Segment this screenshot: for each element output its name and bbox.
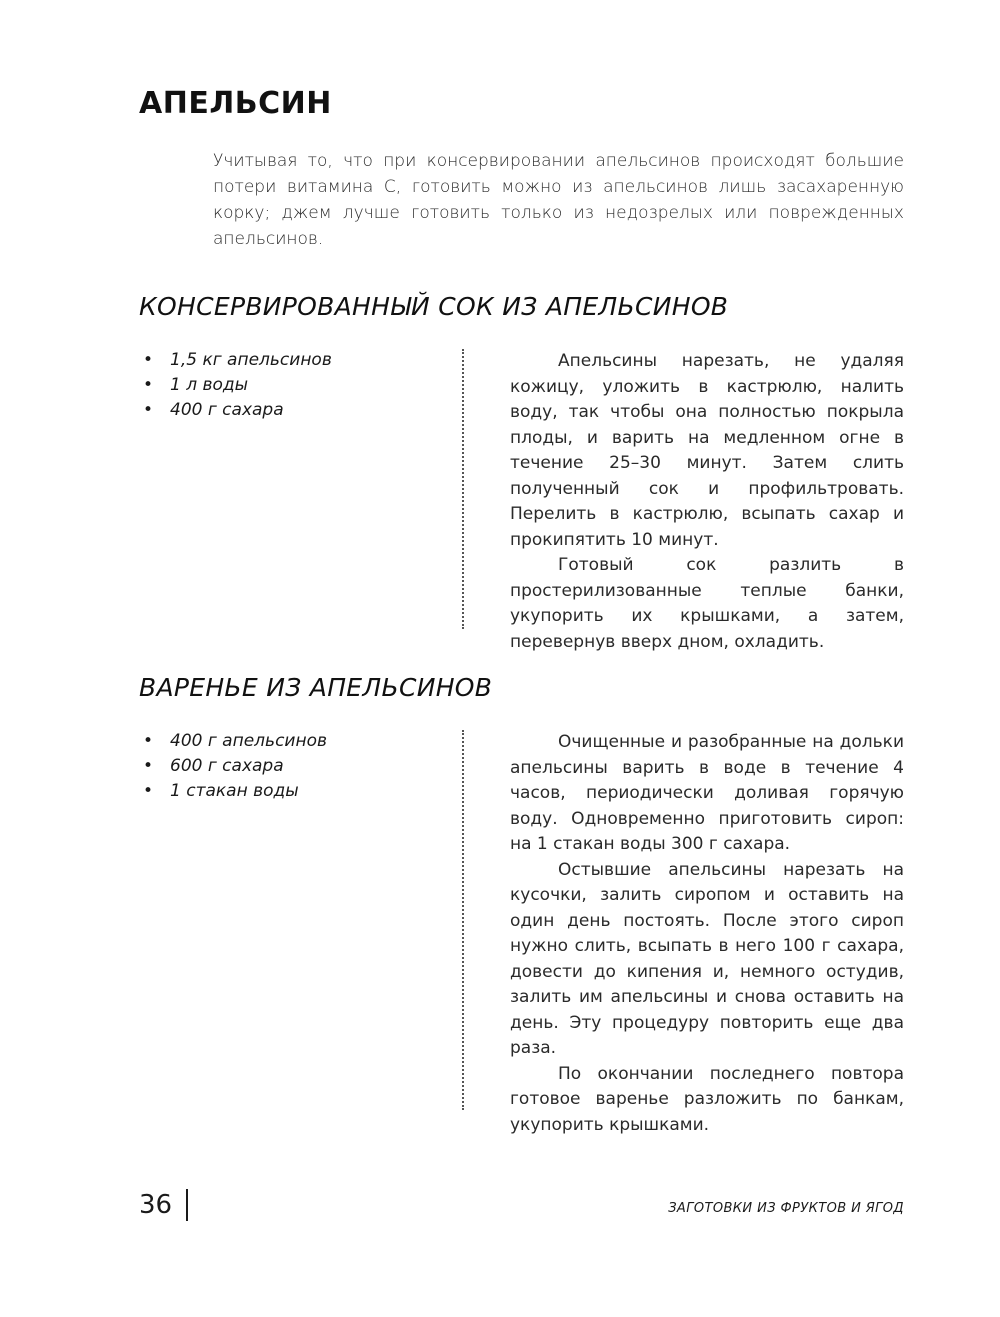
- page-number-divider: [186, 1189, 188, 1221]
- recipe-title-juice: КОНСЕРВИРОВАННЫЙ СОК ИЗ АПЕЛЬСИНОВ: [139, 292, 729, 321]
- method-paragraph: По окончании последнего повтора готовое варенье разложить по банкам, укупорить крышками.: [510, 1063, 904, 1135]
- running-footer: ЗАГОТОВКИ ИЗ ФРУКТОВ И ЯГОД: [668, 1201, 904, 1216]
- method-jam: [510, 730, 904, 1138]
- bullet-icon: •: [143, 350, 154, 370]
- bullet-icon: •: [143, 731, 154, 751]
- ingredient-text: 600 г сахара: [170, 756, 284, 776]
- dotted-divider: [462, 349, 464, 629]
- intro-text: Учитывая то, что при консервировании апельсинов происходят большие потери витамина С, готовить можно из апельсинов лишь засахаренную корку; джем лучше готовить только из недозрелых или поврежденных апельсинов.: [213, 151, 904, 249]
- recipe-title-jam: ВАРЕНЬЕ ИЗ АПЕЛЬСИНОВ: [139, 673, 493, 702]
- method-paragraph: Остывшие апельсины нарезать на кусочки, залить сиропом и оставить на один день постоять. После этого сироп нужно слить, всыпать в него 100 г сахара, довести до кипения и, немного остудив, залить им апельсины и снова оставить на день. Эту процедуру повторить еще два раза.: [510, 859, 904, 1058]
- dotted-divider: [462, 730, 464, 1110]
- ingredient-text: 400 г сахара: [170, 400, 284, 420]
- method-juice: [510, 349, 904, 655]
- bullet-icon: •: [143, 400, 154, 420]
- ingredient-item: [143, 348, 332, 373]
- ingredient-item: [143, 398, 332, 423]
- ingredient-text: 400 г апельсинов: [170, 731, 327, 751]
- ingredients-list-jam: [143, 729, 327, 804]
- page-number: [139, 1189, 188, 1221]
- intro-paragraph: [213, 148, 904, 252]
- page-title: АПЕЛЬСИН: [139, 86, 332, 121]
- ingredient-text: 1,5 кг апельсинов: [170, 350, 332, 370]
- ingredient-item: [143, 729, 327, 754]
- ingredient-text: 1 л воды: [170, 375, 249, 395]
- ingredient-item: [143, 779, 327, 804]
- method-paragraph: Готовый сок разлить в простерилизованные теплые банки, укупорить их крышками, а затем, перевернув вверх дном, охладить.: [510, 555, 904, 652]
- ingredient-item: [143, 754, 327, 779]
- method-paragraph: Апельсины нарезать, не удаляя кожицу, уложить в кастрюлю, налить воду, так чтобы она полностью покрыла плоды, и варить на медленном огне в течение 25–30 минут. Затем слить полученный сок и профильтровать. Перелить в кастрюлю, всыпать сахар и прокипятить 10 минут.: [510, 351, 904, 550]
- ingredients-list-juice: [143, 348, 332, 423]
- bullet-icon: •: [143, 375, 154, 395]
- bullet-icon: •: [143, 781, 154, 801]
- ingredient-item: [143, 373, 332, 398]
- ingredient-text: 1 стакан воды: [170, 781, 299, 801]
- page-number-text: 36: [139, 1190, 173, 1220]
- method-paragraph: Очищенные и разобранные на дольки апельсины варить в воде в течение 4 часов, периодически доливая горячую воду. Одновременно приготовить сироп: на 1 стакан воды 300 г сахара.: [510, 732, 904, 854]
- bullet-icon: •: [143, 756, 154, 776]
